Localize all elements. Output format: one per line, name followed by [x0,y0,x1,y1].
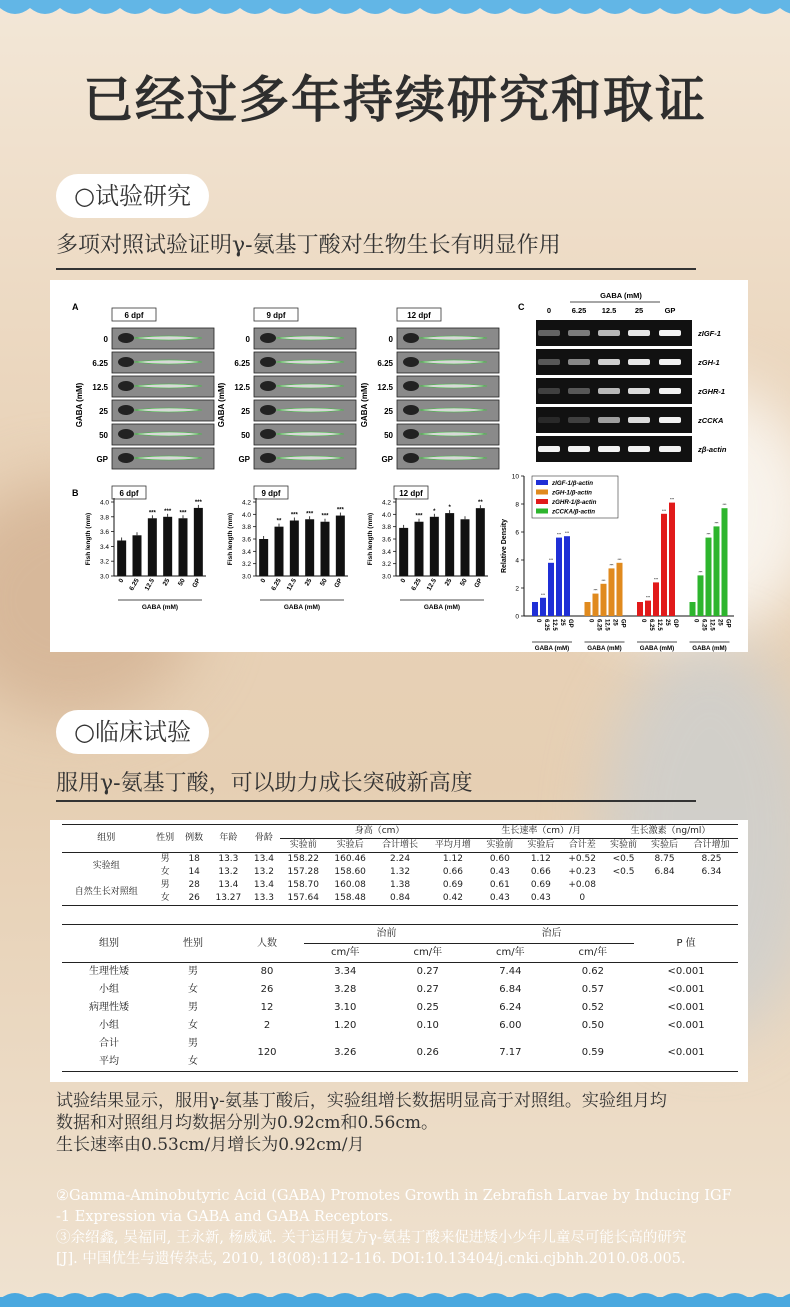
x-tick-label: 50 [459,577,469,588]
y-tick-label: 3.2 [99,558,109,566]
panel-c-label: C [518,302,525,312]
significance-mark: *** [645,595,651,600]
table-row: 小组 女 2 1.20 0.10 6.00 0.50 <0.001 [99,1020,705,1031]
table-row-total-1: 合计 男 120 3.26 0.26 7.17 0.59 <0.001 [99,1038,705,1058]
significance-mark: *** [321,513,329,520]
references [56,1186,776,1270]
gel-band [598,417,620,423]
y-tick-label: 3.6 [99,529,109,537]
gel-col-label: 6.25 [571,306,587,315]
density-bar [540,598,546,616]
x-tick-label: 12.5 [285,577,299,592]
bar [290,521,299,577]
x-tick-label: 50 [177,577,187,588]
y-tick-label: 3.4 [241,548,251,556]
significance-mark: *** [179,510,187,517]
t1-h-rate: 生长速率（cm）/月 [479,825,603,839]
t1-h-n: 例数 [185,833,204,843]
gel-band [628,359,650,365]
research-figure-svg [50,280,748,652]
table-row: 实验组 男 18 13.3 13.4 158.22 160.46 2.24 1.12 0.60 1.12 +0.52 <0.5 8.75 8.25 [62,853,738,867]
t2-unit: cm/年 [496,947,525,958]
gel-col-label: 12.5 [601,306,617,315]
fish-head [118,429,134,439]
bar [430,517,439,576]
page-title: 已经过多年持续研究和取证 [83,71,707,129]
x-tick-label: 6.25 [595,619,602,631]
x-tick-label: 25 [559,619,565,626]
y-tick-label: 3.8 [241,524,251,532]
table-row: 自然生长对照组 男 28 13.4 13.4 158.70 160.08 1.38 0.69 0.61 0.69 +0.08 [62,879,738,892]
fish-head [118,453,134,463]
x-tick-label: 6.25 [648,619,654,631]
fish-head [260,381,276,391]
x-tick-label: GP [191,577,203,590]
section-subtitle-experiment: 多项对照试验证明γ-氨基丁酸对生物生长有明显作用 [56,233,561,258]
gel-band [598,359,620,365]
bar [259,539,268,576]
gel-band [628,446,650,452]
gel-band [538,330,560,336]
significance-mark: *** [290,512,298,519]
section-underline-clinical [56,800,696,802]
density-bar [669,503,675,616]
gel-gene-label: zCCKA [698,416,724,425]
results-summary [56,1090,756,1156]
fish-head [403,357,419,367]
gel-band [628,330,650,336]
gaba-row-label: 25 [384,407,393,416]
stage-label: 9 dpf [266,311,286,320]
bar [194,508,203,576]
y-axis-label: Fish length (mm) [367,512,374,566]
y-tick-label: 3.4 [381,548,391,556]
significance-mark: *** [548,557,554,562]
bar [476,508,485,576]
bar [461,519,470,576]
gel-col-label: 0 [546,306,552,315]
bar [336,516,345,576]
t1-group-exp: 实验组 [92,860,120,871]
panel-a-label: A [72,302,79,312]
significance-mark: *** [714,521,719,526]
x-tick-label: GP [724,619,731,628]
y-tick-label: 3.8 [381,524,391,532]
bar [148,518,157,576]
x-axis-label: GABA (mM) [639,645,675,652]
reference-line: ②Gamma-Aminobutyric Acid (GABA) Promotes Growth in Zebrafish Larvae by Inducing IGF [56,1188,732,1204]
gaba-row-label: 12.5 [92,383,108,392]
gel-band [538,417,560,423]
y-tick-label: 4.2 [241,499,251,507]
y-tick-label: 2 [515,585,519,593]
significance-mark: *** [669,497,675,502]
fish-head [118,333,134,343]
results-line: 生长速率由0.53cm/月增长为0.92cm/月 [56,1135,365,1155]
legend-entry: zCCKA/β-actin [552,508,596,516]
t1-h-group: 组别 [97,833,116,843]
x-tick-label: 12.5 [656,619,662,631]
y-tick-label: 4.2 [381,499,391,507]
table-row: 女 26 13.27 13.3 157.64 158.48 0.84 0.42 0.43 0.43 0 [160,893,586,903]
y-tick-label: 3.0 [99,573,109,581]
t2-h-p: P 值 [676,937,696,949]
t1-h-height: 身高（cm） [280,825,480,839]
density-bar [698,575,704,616]
clinical-tables [50,820,748,1082]
panel-b-label: B [72,488,79,498]
section-pill-clinical: ○临床试验 [56,710,209,754]
gel-band [598,388,620,394]
gel-gene-label: zGHR-1 [698,387,726,396]
significance-mark: *** [653,577,659,582]
density-bar [564,536,570,616]
t1-sub: 合计增加 [693,840,730,850]
t1-sub: 实验前 [289,840,317,850]
fish-head [260,333,276,343]
x-tick-label: 25 [611,619,618,626]
x-tick-label: 6.25 [410,577,423,592]
fish-head [260,453,276,463]
gaba-axis-label: GABA (mM) [217,382,226,428]
t2-unit: cm/年 [330,947,360,958]
legend-entry: zIGF-1/β-actin [552,480,593,487]
y-tick-label: 3.0 [241,573,251,581]
t1-sub: 平均月增 [434,840,471,850]
fish-head [118,381,134,391]
y-tick-label: 10 [511,473,519,481]
significance-mark: ** [477,500,483,507]
bar [163,517,172,576]
section-pill-experiment: ○试验研究 [56,174,209,218]
y-tick-label: 6 [515,529,519,537]
fish-head [403,333,419,343]
density-bar [609,568,615,616]
x-axis-label: GABA (mM) [141,604,179,611]
significance-mark: *** [556,532,562,537]
significance-mark: *** [706,532,711,537]
y-tick-label: 8 [515,501,519,509]
t1-sub: 实验前 [486,840,514,850]
x-tick-label: 25 [664,619,670,626]
reference-line: ③余绍鑫, 吴福同, 王永新, 杨威斌. 关于运用复方γ-氨基丁酸来促进矮小少年儿童尽可能长高的研究 [56,1230,687,1246]
growth-table [62,824,738,906]
top-wave-border [0,0,790,20]
gaba-row-label: 6.25 [377,359,393,368]
density-bar [722,508,728,616]
density-bar [637,602,643,616]
significance-mark: * [448,505,451,512]
x-tick-label: 0 [259,577,268,585]
density-bar [601,584,607,616]
t2-h-sex: 性别 [183,937,203,949]
t1-h-hormone: 生长激素（ng/ml） [603,825,738,839]
gaba-row-label: 0 [103,335,108,344]
density-bar [548,563,554,616]
gel-band [568,388,590,394]
gel-band [538,446,560,452]
table-row-total-2: 平均 女 [99,1056,198,1067]
x-axis-label: GABA (mM) [423,604,461,611]
x-tick-label: 12.5 [425,577,439,592]
significance-mark: *** [698,570,703,575]
results-line: 试验结果显示，服用γ-氨基丁酸后，实验组增长数据明显高于对照组。实验组月均 [56,1091,667,1111]
gel-band [538,359,560,365]
x-tick-label: 12.5 [708,619,715,631]
bar [321,522,330,576]
x-tick-label: 50 [319,577,329,588]
gaba-axis-label: GABA (mM) [360,382,369,428]
x-tick-label: 12.5 [603,619,610,631]
reference-line: [J]. 中国优生与遗传杂志, 2010, 18(08):112-116. DOI:10.13404/j.cnki.cjbhh.2010.08.005. [56,1251,686,1267]
t2-h-before: 治前 [304,925,469,944]
significance-mark: *** [194,499,202,506]
x-tick-label: 6.25 [128,577,141,592]
gaba-row-label: 0 [388,335,393,344]
y-tick-label: 3.2 [241,561,251,569]
x-tick-label: 12.5 [143,577,157,592]
t2-h-n: 人数 [257,937,277,949]
x-tick-label: 0 [640,619,646,623]
x-tick-label: 25 [303,577,314,588]
research-figure [50,280,748,652]
gaba-row-label: 12.5 [377,383,393,392]
significance-mark: *** [617,557,622,562]
x-tick-label: 6.25 [700,619,707,631]
gel-band [538,388,560,394]
treatment-table [62,924,738,1072]
density-bar [690,602,696,616]
significance-mark: *** [564,531,570,536]
significance-mark: *** [661,508,667,513]
gel-band [628,388,650,394]
y-tick-label: 4.0 [241,511,251,519]
gaba-axis-label: GABA (mM) [75,382,84,428]
density-bar [714,526,720,616]
gaba-row-label: 50 [241,431,250,440]
density-bar [653,582,659,616]
significance-mark: *** [601,578,606,583]
gaba-row-label: 25 [241,407,250,416]
significance-mark: *** [540,592,546,597]
density-bar [593,594,599,616]
density-bar [706,538,712,616]
significance-mark: *** [148,510,156,517]
x-axis-label: GABA (mM) [283,604,321,611]
t1-h-sex: 性别 [156,833,175,843]
x-tick-label: 6.25 [543,619,549,631]
gel-band [628,417,650,423]
t1-h-bone: 骨龄 [254,833,273,843]
x-axis-label: GABA (mM) [534,645,570,652]
density-bar [585,602,591,616]
x-tick-label: GP [619,619,626,628]
bar [305,519,314,576]
t2-h-group: 组别 [99,937,119,949]
x-tick-label: 0 [587,619,594,623]
bar [133,535,142,576]
t2-unit: cm/年 [578,947,608,958]
reference-line: -1 Expression via GABA and GABA Receptors. [56,1209,394,1225]
y-tick-label: 3.0 [381,573,391,581]
gel-band [568,417,590,423]
significance-mark: *** [609,563,614,568]
bottom-wave-border [0,1285,790,1307]
bar [179,518,188,576]
table-row: 女 14 13.2 13.2 157.28 158.60 1.32 0.66 0.43 0.66 +0.23 <0.5 6.84 6.34 [160,867,722,877]
fish-head [118,405,134,415]
t1-sub: 实验后 [336,840,364,850]
fish-head [403,405,419,415]
gaba-row-label: 6.25 [92,359,108,368]
significance-mark: *** [722,503,727,508]
x-tick-label: GP [333,577,345,590]
significance-mark: *** [306,511,314,518]
gaba-row-label: 25 [99,407,108,416]
gaba-row-label: 50 [384,431,393,440]
significance-mark: *** [415,513,423,520]
fish-head [403,429,419,439]
legend-swatch [536,480,548,485]
t1-group-ctrl: 自然生长对照组 [74,886,138,897]
x-tick-label: GP [672,619,678,628]
gel-gene-label: zGH-1 [698,358,720,367]
gaba-row-label: 50 [99,431,108,440]
y-tick-label: 0 [515,613,519,621]
gel-band [598,446,620,452]
t2-h-after: 治后 [469,925,634,944]
significance-mark: *** [164,508,172,515]
y-tick-label: 3.8 [99,514,109,522]
gel-band [598,330,620,336]
gel-band [568,446,590,452]
x-tick-label: 0 [535,619,541,623]
gel-col-label: 25 [634,306,644,315]
gaba-row-label: GP [96,455,108,464]
x-tick-label: 25 [443,577,454,588]
y-axis-label: Fish length (mm) [85,512,92,566]
chart-title: 9 dpf [261,489,281,498]
gel-gene-label: zβ-actin [698,445,727,454]
x-tick-label: GP [473,577,485,590]
table-row: 小组 女 26 3.28 0.27 6.84 0.57 <0.001 [99,984,705,995]
bar [399,528,408,576]
y-tick-label: 4 [515,557,519,565]
x-tick-label: 12.5 [551,619,557,631]
fish-head [118,357,134,367]
x-axis-label: GABA (mM) [692,645,727,652]
t1-sub: 实验前 [610,840,638,850]
x-tick-label: 25 [716,619,723,626]
x-axis-label: GABA (mM) [587,645,622,652]
x-tick-label: 0 [399,577,408,585]
t1-sub: 合计增长 [382,840,419,850]
fish-head [260,357,276,367]
significance-mark: *** [593,588,598,593]
density-bar [617,563,623,616]
t1-sub: 合计差 [568,840,596,850]
x-tick-label: 0 [117,577,126,585]
fish-head [260,405,276,415]
x-tick-label: 25 [161,577,172,588]
fish-head [403,381,419,391]
table-row: 病理性矮 男 12 3.10 0.25 6.24 0.52 <0.001 [89,1002,705,1013]
legend-swatch [536,499,548,504]
density-bar [556,538,562,616]
x-tick-label: 0 [692,619,699,623]
chart-title: 6 dpf [119,489,139,498]
t1-sub: 实验后 [651,840,679,850]
gel-header: GABA (mM) [600,291,642,300]
y-axis-label: Relative Density [501,518,508,574]
gel-band [659,330,681,336]
chart-title: 12 dpf [399,489,423,498]
t1-sub: 实验后 [527,840,555,850]
x-tick-label: 6.25 [270,577,283,592]
gaba-row-label: 6.25 [234,359,250,368]
y-axis-label: Fish length (mm) [227,512,234,566]
y-tick-label: 4.0 [99,499,109,507]
density-bar [532,602,538,616]
legend-swatch [536,490,548,495]
density-bar [645,601,651,616]
gaba-row-label: GP [238,455,250,464]
legend-entry: zGHR-1/β-actin [552,499,597,506]
stage-label: 6 dpf [124,311,144,320]
section-subtitle-clinical: 服用γ-氨基丁酸，可以助力成长突破新高度 [56,771,473,796]
gaba-row-label: 12.5 [234,383,250,392]
gel-gene-label: zIGF-1 [698,329,721,338]
legend-swatch [536,509,548,514]
y-tick-label: 4.0 [381,511,391,519]
y-tick-label: 3.6 [241,536,251,544]
fish-head [403,453,419,463]
results-line: 数据和对照组月均数据分别为0.92cm和0.56cm。 [56,1113,438,1133]
t1-h-age: 年龄 [219,833,238,843]
bar [415,522,424,576]
y-tick-label: 3.2 [381,561,391,569]
y-tick-label: 3.6 [381,536,391,544]
gel-band [568,359,590,365]
t2-unit: cm/年 [413,947,443,958]
table-row: 生理性矮 男 80 3.34 0.27 7.44 0.62 <0.001 [89,966,705,977]
gaba-row-label: GP [381,455,393,464]
legend-entry: zGH-1/β-actin [552,489,592,497]
significance-mark: * [433,508,436,515]
significance-mark: ** [276,518,282,525]
bar [445,513,454,576]
gel-band [659,388,681,394]
gaba-row-label: 0 [245,335,250,344]
bar [275,527,284,576]
x-tick-label: GP [567,619,573,628]
gel-band [659,446,681,452]
gel-band [659,359,681,365]
y-tick-label: 3.4 [99,543,109,551]
gel-col-label: GP [664,306,676,315]
significance-mark: *** [336,507,344,514]
gel-band [568,330,590,336]
bar [117,540,126,576]
section-underline-experiment [56,268,696,270]
gel-band [659,417,681,423]
stage-label: 12 dpf [407,311,431,320]
density-bar [661,514,667,616]
fish-head [260,429,276,439]
